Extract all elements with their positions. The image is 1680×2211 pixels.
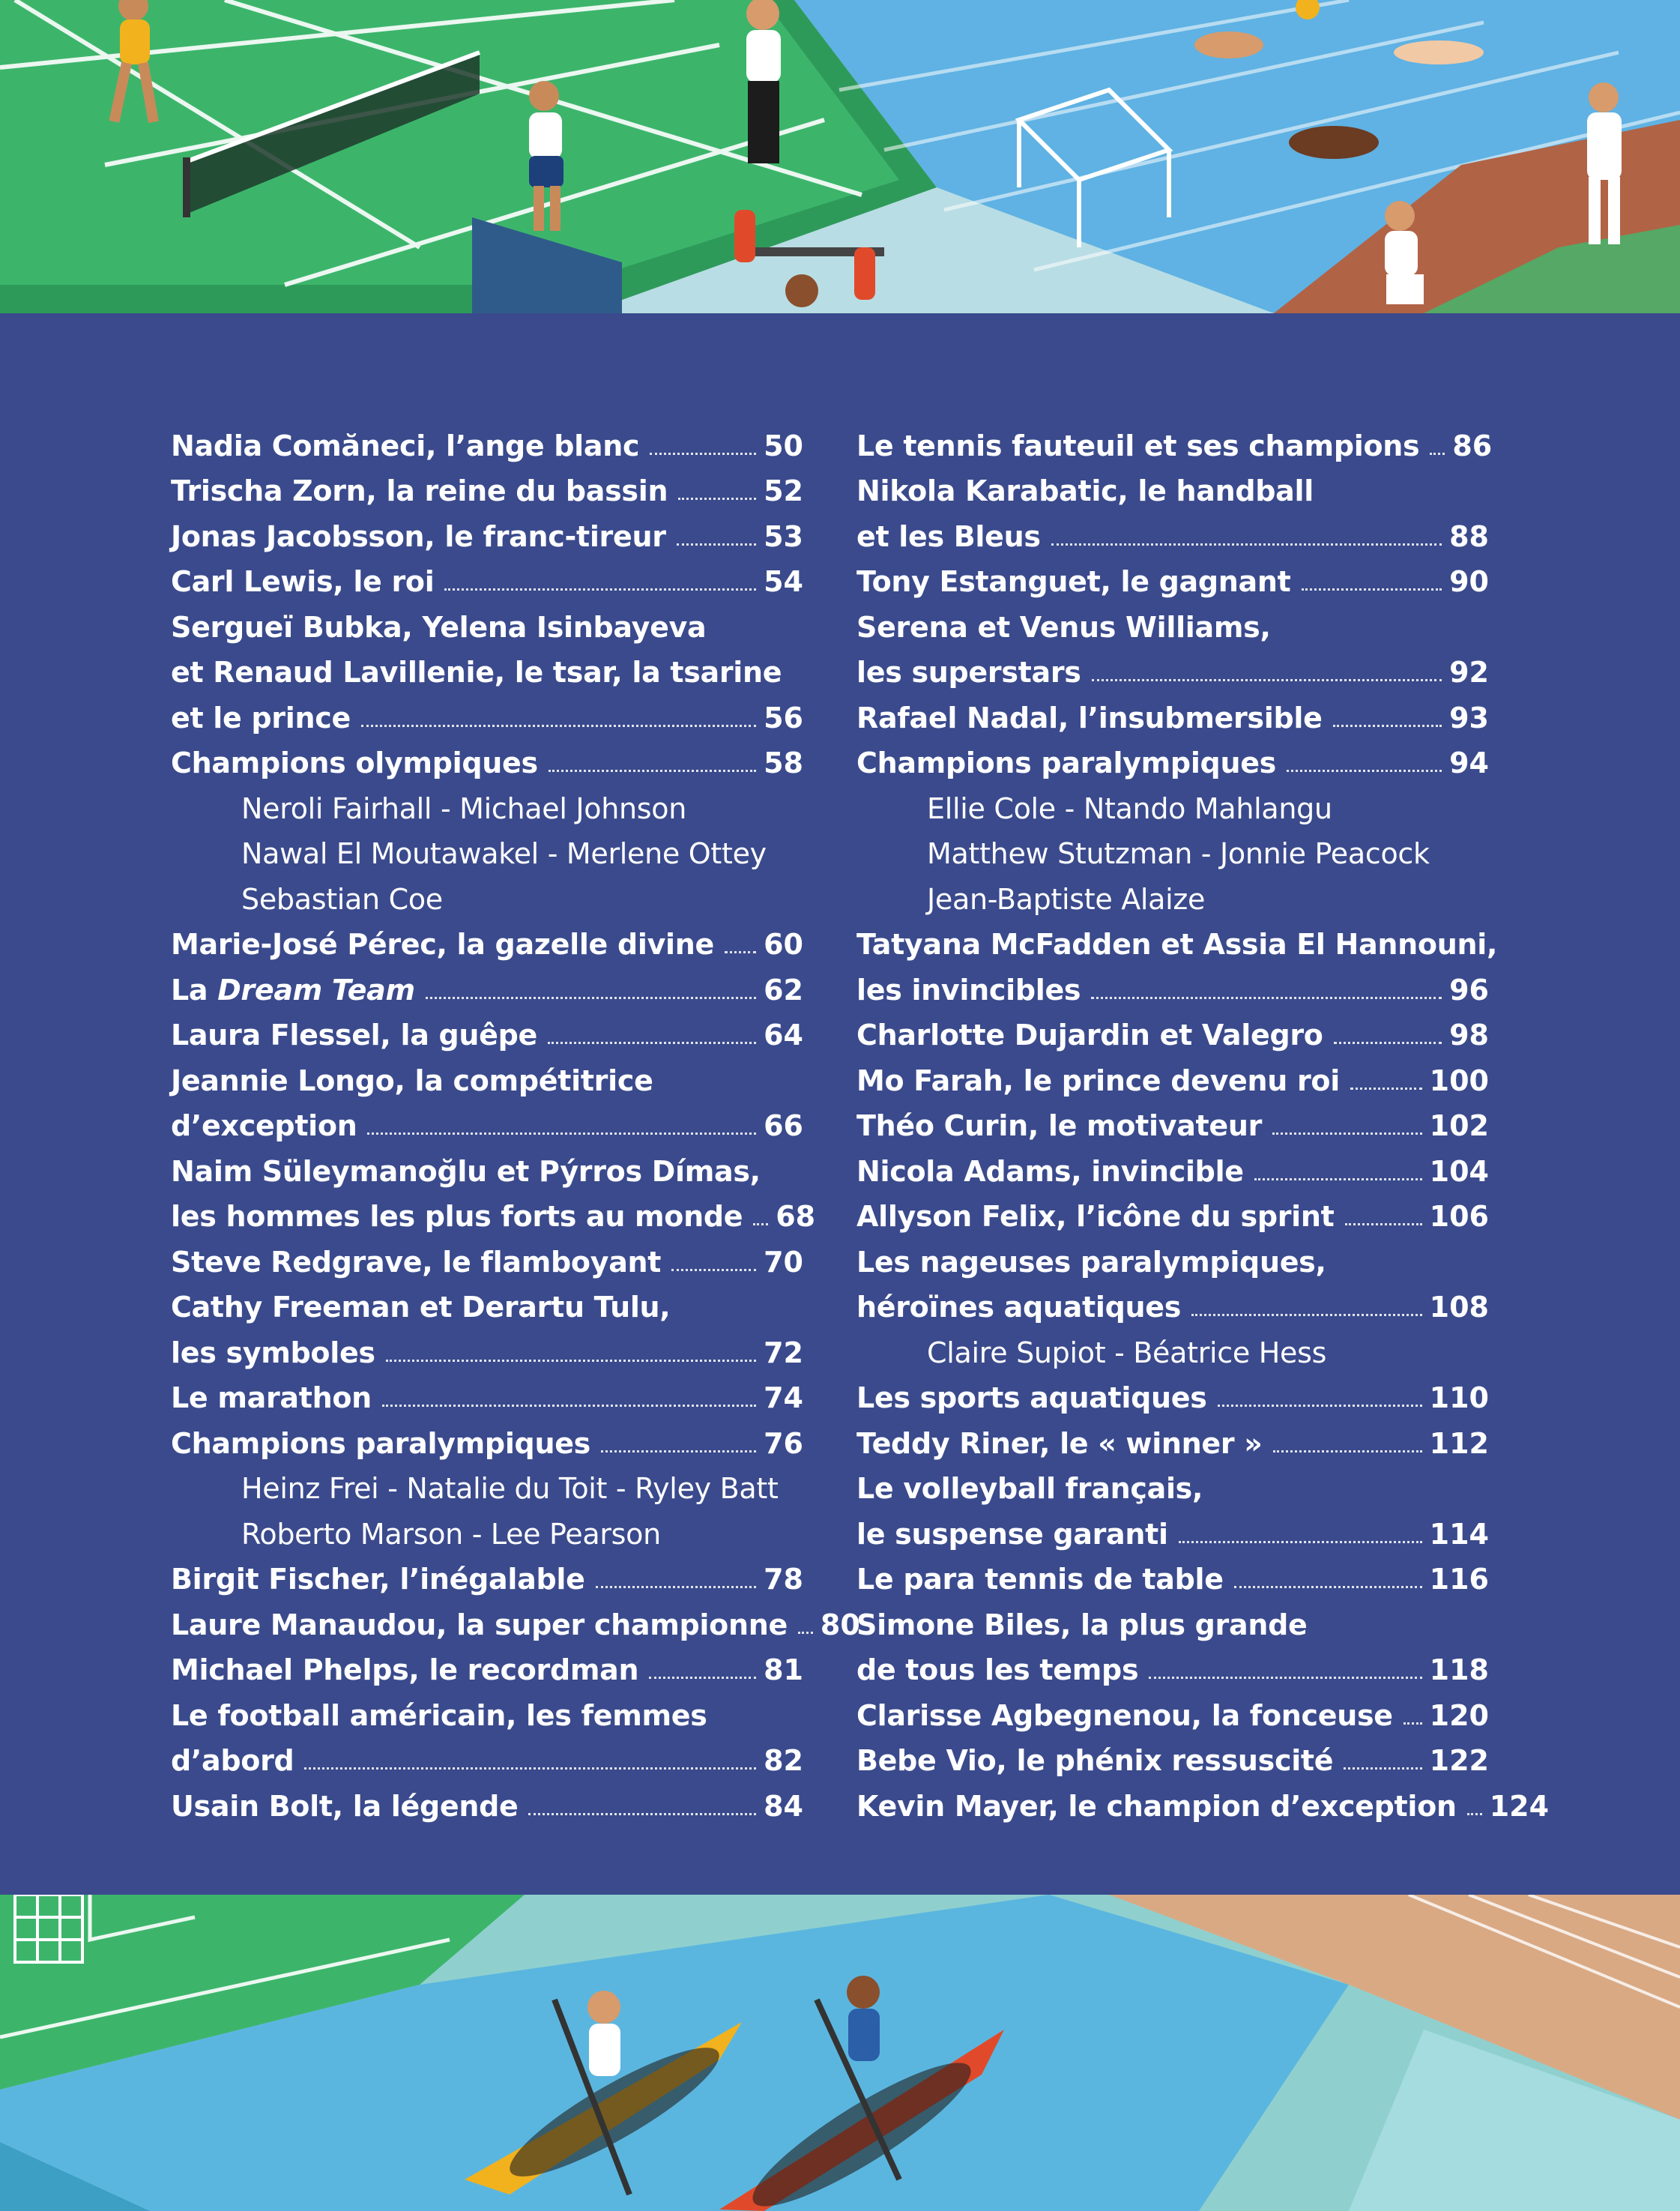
- toc-title: Rafael Nadal, l’insubmersible: [856, 701, 1323, 735]
- dot-leader: [367, 1132, 756, 1135]
- toc-title: Roberto Marson - Lee Pearson: [241, 1517, 661, 1551]
- toc-entry: [171, 1004, 803, 1050]
- toc-title: Tatyana McFadden et Assia El Hannouni,: [856, 928, 1498, 961]
- dot-leader: [1302, 588, 1442, 591]
- page-number: 90: [1449, 565, 1489, 598]
- toc-title: Teddy Riner, le « winner »: [856, 1426, 1263, 1460]
- page-number: 120: [1429, 1698, 1489, 1732]
- toc-entry: [171, 1321, 803, 1367]
- page-number: 78: [764, 1563, 803, 1596]
- dot-leader: [753, 1223, 768, 1225]
- toc-title: Michael Phelps, le recordman: [171, 1653, 639, 1686]
- toc-title: Mo Farah, le prince devenu roi: [856, 1064, 1340, 1097]
- toc-column-right: [856, 414, 1550, 1823]
- toc-entry: [171, 1095, 803, 1141]
- table-of-contents: [0, 313, 1680, 1895]
- toc-entry: [856, 1503, 1489, 1551]
- toc-entry: [171, 687, 803, 735]
- toc-title: Nawal El Moutawakel - Merlene Ottey: [241, 837, 767, 870]
- toc-entry: [856, 1186, 1489, 1231]
- page-number: 60: [764, 928, 803, 961]
- toc-title: Nicola Adams, invincible: [856, 1154, 1244, 1188]
- dot-leader: [1091, 997, 1442, 999]
- toc-entry: [171, 642, 803, 687]
- toc-entry: [856, 1639, 1489, 1685]
- toc-entry: [856, 914, 1498, 961]
- dot-leader: [382, 1405, 756, 1407]
- page-number: 93: [1449, 701, 1489, 735]
- toc-entry: [856, 1231, 1489, 1279]
- toc-title: Claire Supiot - Béatrice Hess: [927, 1336, 1327, 1369]
- page-number: 92: [1449, 656, 1489, 689]
- dot-leader: [1430, 453, 1445, 455]
- dot-leader: [1334, 1042, 1442, 1044]
- toc-title: Usain Bolt, la légende: [171, 1789, 519, 1823]
- toc-entry: [171, 505, 803, 551]
- toc-entry: [856, 1140, 1489, 1186]
- page-number: 50: [764, 429, 803, 462]
- dot-leader: [1092, 679, 1442, 681]
- toc-title: Le volleyball français,: [856, 1472, 1203, 1505]
- toc-subentry: [856, 868, 1489, 914]
- toc-entry: [171, 1593, 860, 1641]
- dot-leader: [1051, 543, 1442, 546]
- toc-title: Le football américain, les femmes: [171, 1698, 707, 1732]
- page-number: 86: [1452, 429, 1493, 462]
- toc-title: et le prince: [171, 701, 351, 735]
- toc-title: d’abord: [171, 1744, 294, 1777]
- toc-entry: [171, 414, 803, 460]
- dot-leader: [304, 1767, 756, 1770]
- dot-leader: [1179, 1541, 1422, 1543]
- toc-subentry: [171, 1503, 803, 1551]
- toc-title: Steve Redgrave, le flamboyant: [171, 1245, 662, 1279]
- dot-leader: [725, 951, 756, 953]
- toc-title: Jeannie Longo, la compétitrice: [171, 1064, 653, 1097]
- toc-title: héroïnes aquatiques: [856, 1291, 1182, 1324]
- page-number: 62: [764, 973, 803, 1007]
- toc-entry: [856, 959, 1489, 1007]
- toc-entry: [171, 732, 803, 778]
- toc-entry: [171, 1140, 803, 1186]
- page-number: 112: [1429, 1426, 1489, 1460]
- page-number: 52: [764, 474, 803, 507]
- dot-leader: [1350, 1088, 1422, 1090]
- dot-leader: [1273, 1450, 1422, 1453]
- page-number: 96: [1449, 973, 1489, 1007]
- page-number: 116: [1429, 1563, 1489, 1596]
- toc-title: Naim Süleymanoğlu et Pýrros Dímas,: [171, 1154, 761, 1188]
- toc-subentry: [856, 777, 1489, 823]
- sports-stadium-illustration: [0, 0, 1680, 313]
- toc-entry: [171, 1276, 803, 1322]
- dot-leader: [678, 498, 756, 500]
- swimmer-1: [1194, 31, 1263, 58]
- toc-title: Le para tennis de table: [856, 1563, 1224, 1596]
- toc-title: les symboles: [171, 1336, 375, 1369]
- toc-title: Laura Flessel, la guêpe: [171, 1019, 537, 1052]
- toc-entry: [856, 414, 1493, 462]
- toc-title: Jean-Baptiste Alaize: [927, 882, 1206, 916]
- toc-entry: [171, 914, 803, 959]
- toc-entry: [171, 959, 803, 1007]
- dot-leader: [1272, 1132, 1422, 1135]
- page-number: 98: [1449, 1019, 1489, 1052]
- toc-column-left: [171, 414, 860, 1823]
- toc-entry: [856, 732, 1489, 778]
- dot-leader: [549, 770, 756, 772]
- toc-entry: [171, 1412, 803, 1458]
- toc-subentry: [171, 868, 803, 914]
- page-number: 68: [776, 1200, 816, 1233]
- page-number: 80: [820, 1608, 860, 1641]
- page-number: 72: [764, 1336, 803, 1369]
- toc-title: Théo Curin, le motivateur: [856, 1109, 1263, 1142]
- page-number: 56: [764, 701, 803, 735]
- toc-entry: [171, 1548, 803, 1594]
- dot-leader: [1287, 770, 1442, 772]
- toc-entry: [856, 1775, 1550, 1823]
- toc-title: les superstars: [856, 656, 1081, 689]
- toc-entry: [856, 1004, 1489, 1050]
- toc-entry: [171, 1367, 803, 1413]
- toc-subentry: [171, 777, 803, 823]
- toc-title: Serena et Venus Williams,: [856, 610, 1271, 644]
- toc-entry: [856, 596, 1489, 642]
- dot-leader: [386, 1360, 756, 1362]
- toc-entry: [856, 1412, 1489, 1458]
- page-number: 102: [1429, 1109, 1489, 1142]
- toc-entry: [171, 460, 803, 506]
- toc-title: d’exception: [171, 1109, 357, 1142]
- toc-title: et les Bleus: [856, 519, 1041, 553]
- page-number: 122: [1429, 1744, 1489, 1777]
- toc-title: Matthew Stutzman - Jonnie Peacock: [927, 837, 1430, 870]
- toc-title: Sebastian Coe: [241, 882, 443, 916]
- page-number: 82: [764, 1744, 803, 1777]
- toc-entry: [171, 1639, 803, 1685]
- toc-entry: [171, 551, 803, 597]
- dot-leader: [1344, 1767, 1421, 1770]
- dot-leader: [548, 1042, 756, 1044]
- toc-title: Jonas Jacobsson, le franc-tireur: [171, 519, 666, 553]
- kayak-river-illustration: [0, 1895, 1680, 2211]
- toc-entry: [856, 1730, 1489, 1776]
- top-illustration: [0, 0, 1680, 313]
- toc-title: Allyson Felix, l’icône du sprint: [856, 1200, 1335, 1233]
- toc-entry: [856, 1095, 1489, 1141]
- page-number: 70: [764, 1245, 803, 1279]
- toc-title: Heinz Frei - Natalie du Toit - Ryley Batt: [241, 1472, 779, 1505]
- toc-title: Carl Lewis, le roi: [171, 565, 435, 598]
- toc-title: Cathy Freeman et Derartu Tulu,: [171, 1291, 671, 1324]
- toc-title: Neroli Fairhall - Michael Johnson: [241, 791, 687, 825]
- page-number: 114: [1429, 1517, 1489, 1551]
- page-number: 74: [764, 1381, 803, 1414]
- dot-leader: [444, 588, 756, 591]
- toc-title: La Dream Team: [171, 973, 415, 1007]
- toc-entry: [856, 551, 1489, 597]
- toc-title: Nikola Karabatic, le handball: [856, 474, 1314, 507]
- toc-title: les hommes les plus forts au monde: [171, 1200, 743, 1233]
- toc-subentry: [856, 1321, 1489, 1367]
- page-number: 118: [1429, 1653, 1489, 1686]
- page-number: 94: [1449, 746, 1489, 779]
- toc-title: Kevin Mayer, le champion d’exception: [856, 1789, 1457, 1823]
- toc-entry: [856, 1367, 1489, 1413]
- page-number: 106: [1429, 1200, 1489, 1233]
- toc-title: Clarisse Agbegnenou, la fonceuse: [856, 1698, 1393, 1732]
- toc-entry: [856, 1049, 1489, 1095]
- page-number: 64: [764, 1019, 803, 1052]
- page-number: 54: [764, 565, 803, 598]
- toc-entry: [171, 596, 803, 642]
- dot-leader: [1191, 1314, 1422, 1316]
- page-number: 100: [1429, 1064, 1489, 1097]
- dot-leader: [1234, 1586, 1422, 1588]
- toc-title: Le marathon: [171, 1381, 372, 1414]
- dot-leader: [1345, 1223, 1422, 1225]
- toc-title: le suspense garanti: [856, 1517, 1168, 1551]
- toc-entry: [171, 1186, 816, 1233]
- toc-title: Bebe Vio, le phénix ressuscité: [856, 1744, 1334, 1777]
- toc-title: les invincibles: [856, 973, 1081, 1007]
- toc-title: Trischa Zorn, la reine du bassin: [171, 474, 668, 507]
- toc-entry: [856, 505, 1489, 551]
- toc-entry: [171, 1049, 803, 1095]
- dot-leader: [1403, 1722, 1422, 1725]
- toc-title: Nadia Comăneci, l’ange blanc: [171, 429, 640, 462]
- dot-leader: [649, 1677, 756, 1679]
- toc-entry: [171, 1730, 803, 1776]
- toc-title: Birgit Fischer, l’inégalable: [171, 1563, 585, 1596]
- toc-title-italic: Dream Team: [217, 973, 415, 1007]
- toc-title: Sergueï Bubka, Yelena Isinbayeva: [171, 610, 707, 644]
- dot-leader: [677, 543, 756, 546]
- toc-entry: [171, 1684, 803, 1730]
- page-number: 84: [764, 1789, 803, 1823]
- page-number: 124: [1489, 1789, 1550, 1823]
- dot-leader: [426, 997, 756, 999]
- toc-entry: [856, 642, 1489, 687]
- toc-subentry: [171, 823, 803, 869]
- dot-leader: [650, 453, 756, 455]
- dot-leader: [798, 1632, 813, 1634]
- toc-subentry: [171, 1458, 803, 1503]
- page-number: 53: [764, 519, 803, 553]
- dot-leader: [1254, 1178, 1422, 1180]
- bottom-illustration: [0, 1895, 1680, 2211]
- page-number: 58: [764, 746, 803, 779]
- dot-leader: [528, 1813, 756, 1815]
- toc-title: Le tennis fauteuil et ses champions: [856, 429, 1420, 462]
- dot-leader: [361, 725, 756, 727]
- toc-entry: [856, 1593, 1489, 1639]
- dot-leader: [1149, 1677, 1421, 1679]
- page-number: 104: [1429, 1154, 1489, 1188]
- toc-title: Les sports aquatiques: [856, 1381, 1207, 1414]
- toc-title: Tony Estanguet, le gagnant: [856, 565, 1291, 598]
- swimmer-2: [1394, 40, 1484, 64]
- page-number: 81: [764, 1653, 803, 1686]
- toc-title: Charlotte Dujardin et Valegro: [856, 1019, 1323, 1052]
- dot-leader: [1467, 1813, 1482, 1815]
- toc-title: Champions paralympiques: [856, 746, 1277, 779]
- toc-title: Ellie Cole - Ntando Mahlangu: [927, 791, 1332, 825]
- dot-leader: [601, 1450, 756, 1453]
- toc-title: et Renaud Lavillenie, le tsar, la tsarine: [171, 656, 782, 689]
- page-number: 66: [764, 1109, 803, 1142]
- toc-title: Simone Biles, la plus grande: [856, 1608, 1308, 1641]
- toc-title: Champions paralympiques: [171, 1426, 591, 1460]
- toc-entry: [856, 1276, 1489, 1322]
- toc-title: Laure Manaudou, la super championne: [171, 1608, 788, 1641]
- toc-title: Champions olympiques: [171, 746, 538, 779]
- page-number: 108: [1429, 1291, 1489, 1324]
- toc-title: de tous les temps: [856, 1653, 1139, 1686]
- toc-subentry: [856, 823, 1489, 869]
- dot-leader: [1333, 725, 1442, 727]
- dot-leader: [671, 1269, 756, 1271]
- page-number: 88: [1449, 519, 1489, 553]
- swimmer-3: [1289, 126, 1379, 159]
- toc-title: Les nageuses paralympiques,: [856, 1245, 1326, 1279]
- toc-entry: [856, 460, 1489, 506]
- toc-title: Marie-José Pérec, la gazelle divine: [171, 928, 714, 961]
- page-number: 110: [1429, 1381, 1489, 1414]
- toc-entry: [171, 1775, 803, 1821]
- toc-entry: [856, 1458, 1489, 1503]
- toc-entry: [856, 1548, 1489, 1594]
- dot-leader: [596, 1586, 757, 1588]
- toc-entry: [856, 687, 1489, 735]
- toc-entry: [171, 1231, 803, 1279]
- dot-leader: [1218, 1405, 1422, 1407]
- toc-entry: [856, 1684, 1489, 1730]
- page-number: 76: [764, 1426, 803, 1460]
